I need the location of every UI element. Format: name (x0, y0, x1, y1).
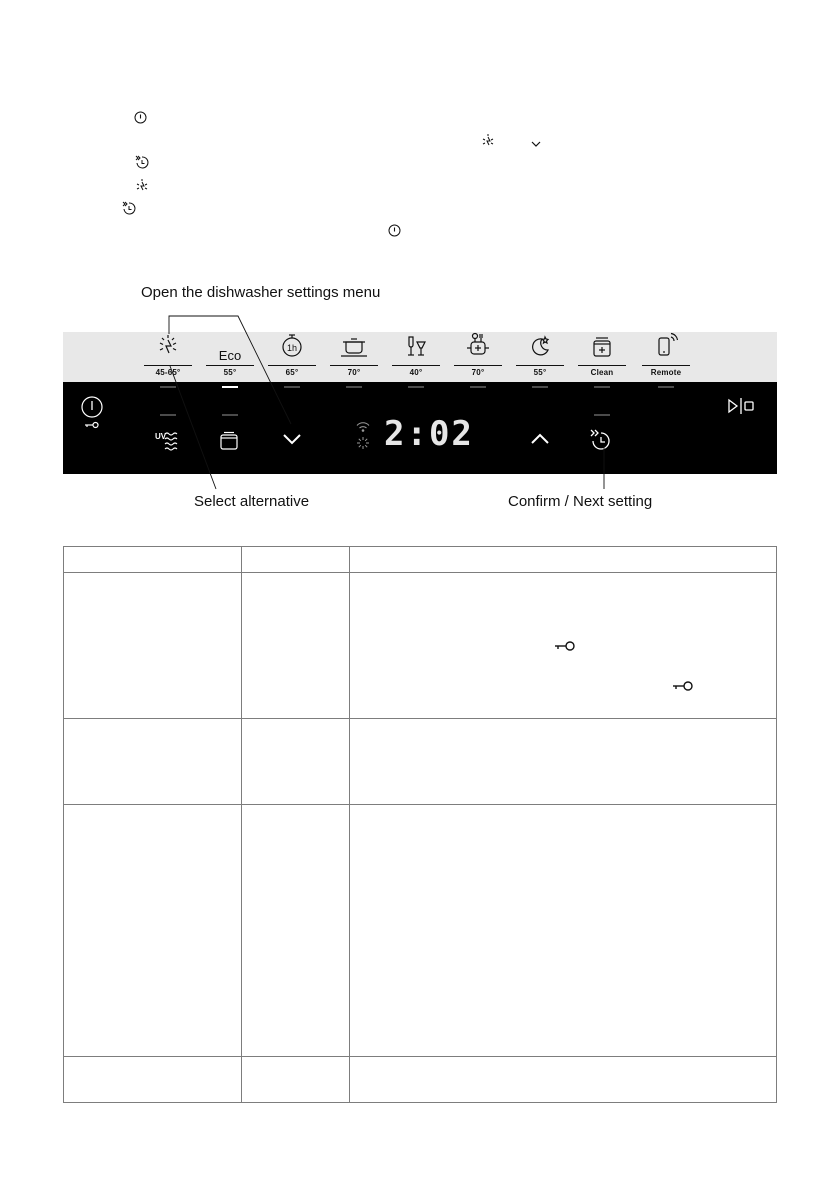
programme-label: Clean (590, 368, 614, 377)
table-cell (64, 719, 242, 805)
table-cell (242, 719, 350, 805)
table-cell (350, 719, 777, 805)
table-header-cell (242, 547, 350, 573)
programme-label: 55° (223, 368, 237, 377)
table-header-cell (350, 547, 777, 573)
uv-label: UV (155, 432, 167, 441)
callout-confirm-next: Confirm / Next setting (508, 493, 653, 510)
table-row (64, 805, 777, 1057)
programme-label: 45-65° (155, 368, 181, 377)
table-cell (350, 805, 777, 1057)
table-cell (350, 573, 777, 719)
callout-leader-lines (0, 0, 839, 520)
programme-label: 65° (285, 368, 299, 377)
settings-table (63, 546, 777, 1103)
key-lock-icon (672, 679, 694, 697)
table-cell (242, 573, 350, 719)
programme-label: 70° (347, 368, 361, 377)
table-cell (242, 805, 350, 1057)
table-cell (64, 805, 242, 1057)
programme-label: Remote (650, 368, 682, 377)
table-row (64, 1057, 777, 1103)
table-cell (350, 1057, 777, 1103)
table-cell (64, 573, 242, 719)
programme-label: 55° (533, 368, 547, 377)
programme-label: 40° (409, 368, 423, 377)
table-header-row (64, 547, 777, 573)
table-header-cell (64, 547, 242, 573)
programme-label: 70° (471, 368, 485, 377)
table-row (64, 573, 777, 719)
table-cell (64, 1057, 242, 1103)
eco-text-icon: Eco (218, 348, 242, 363)
one-hour-text: 1h (286, 343, 298, 353)
callout-select-alternative: Select alternative (194, 493, 310, 510)
time-display: 2:02 (384, 414, 474, 454)
table-row (64, 719, 777, 805)
table-cell (242, 1057, 350, 1103)
key-lock-icon (554, 639, 576, 657)
callout-settings-menu: Open the dishwasher settings menu (141, 284, 381, 301)
